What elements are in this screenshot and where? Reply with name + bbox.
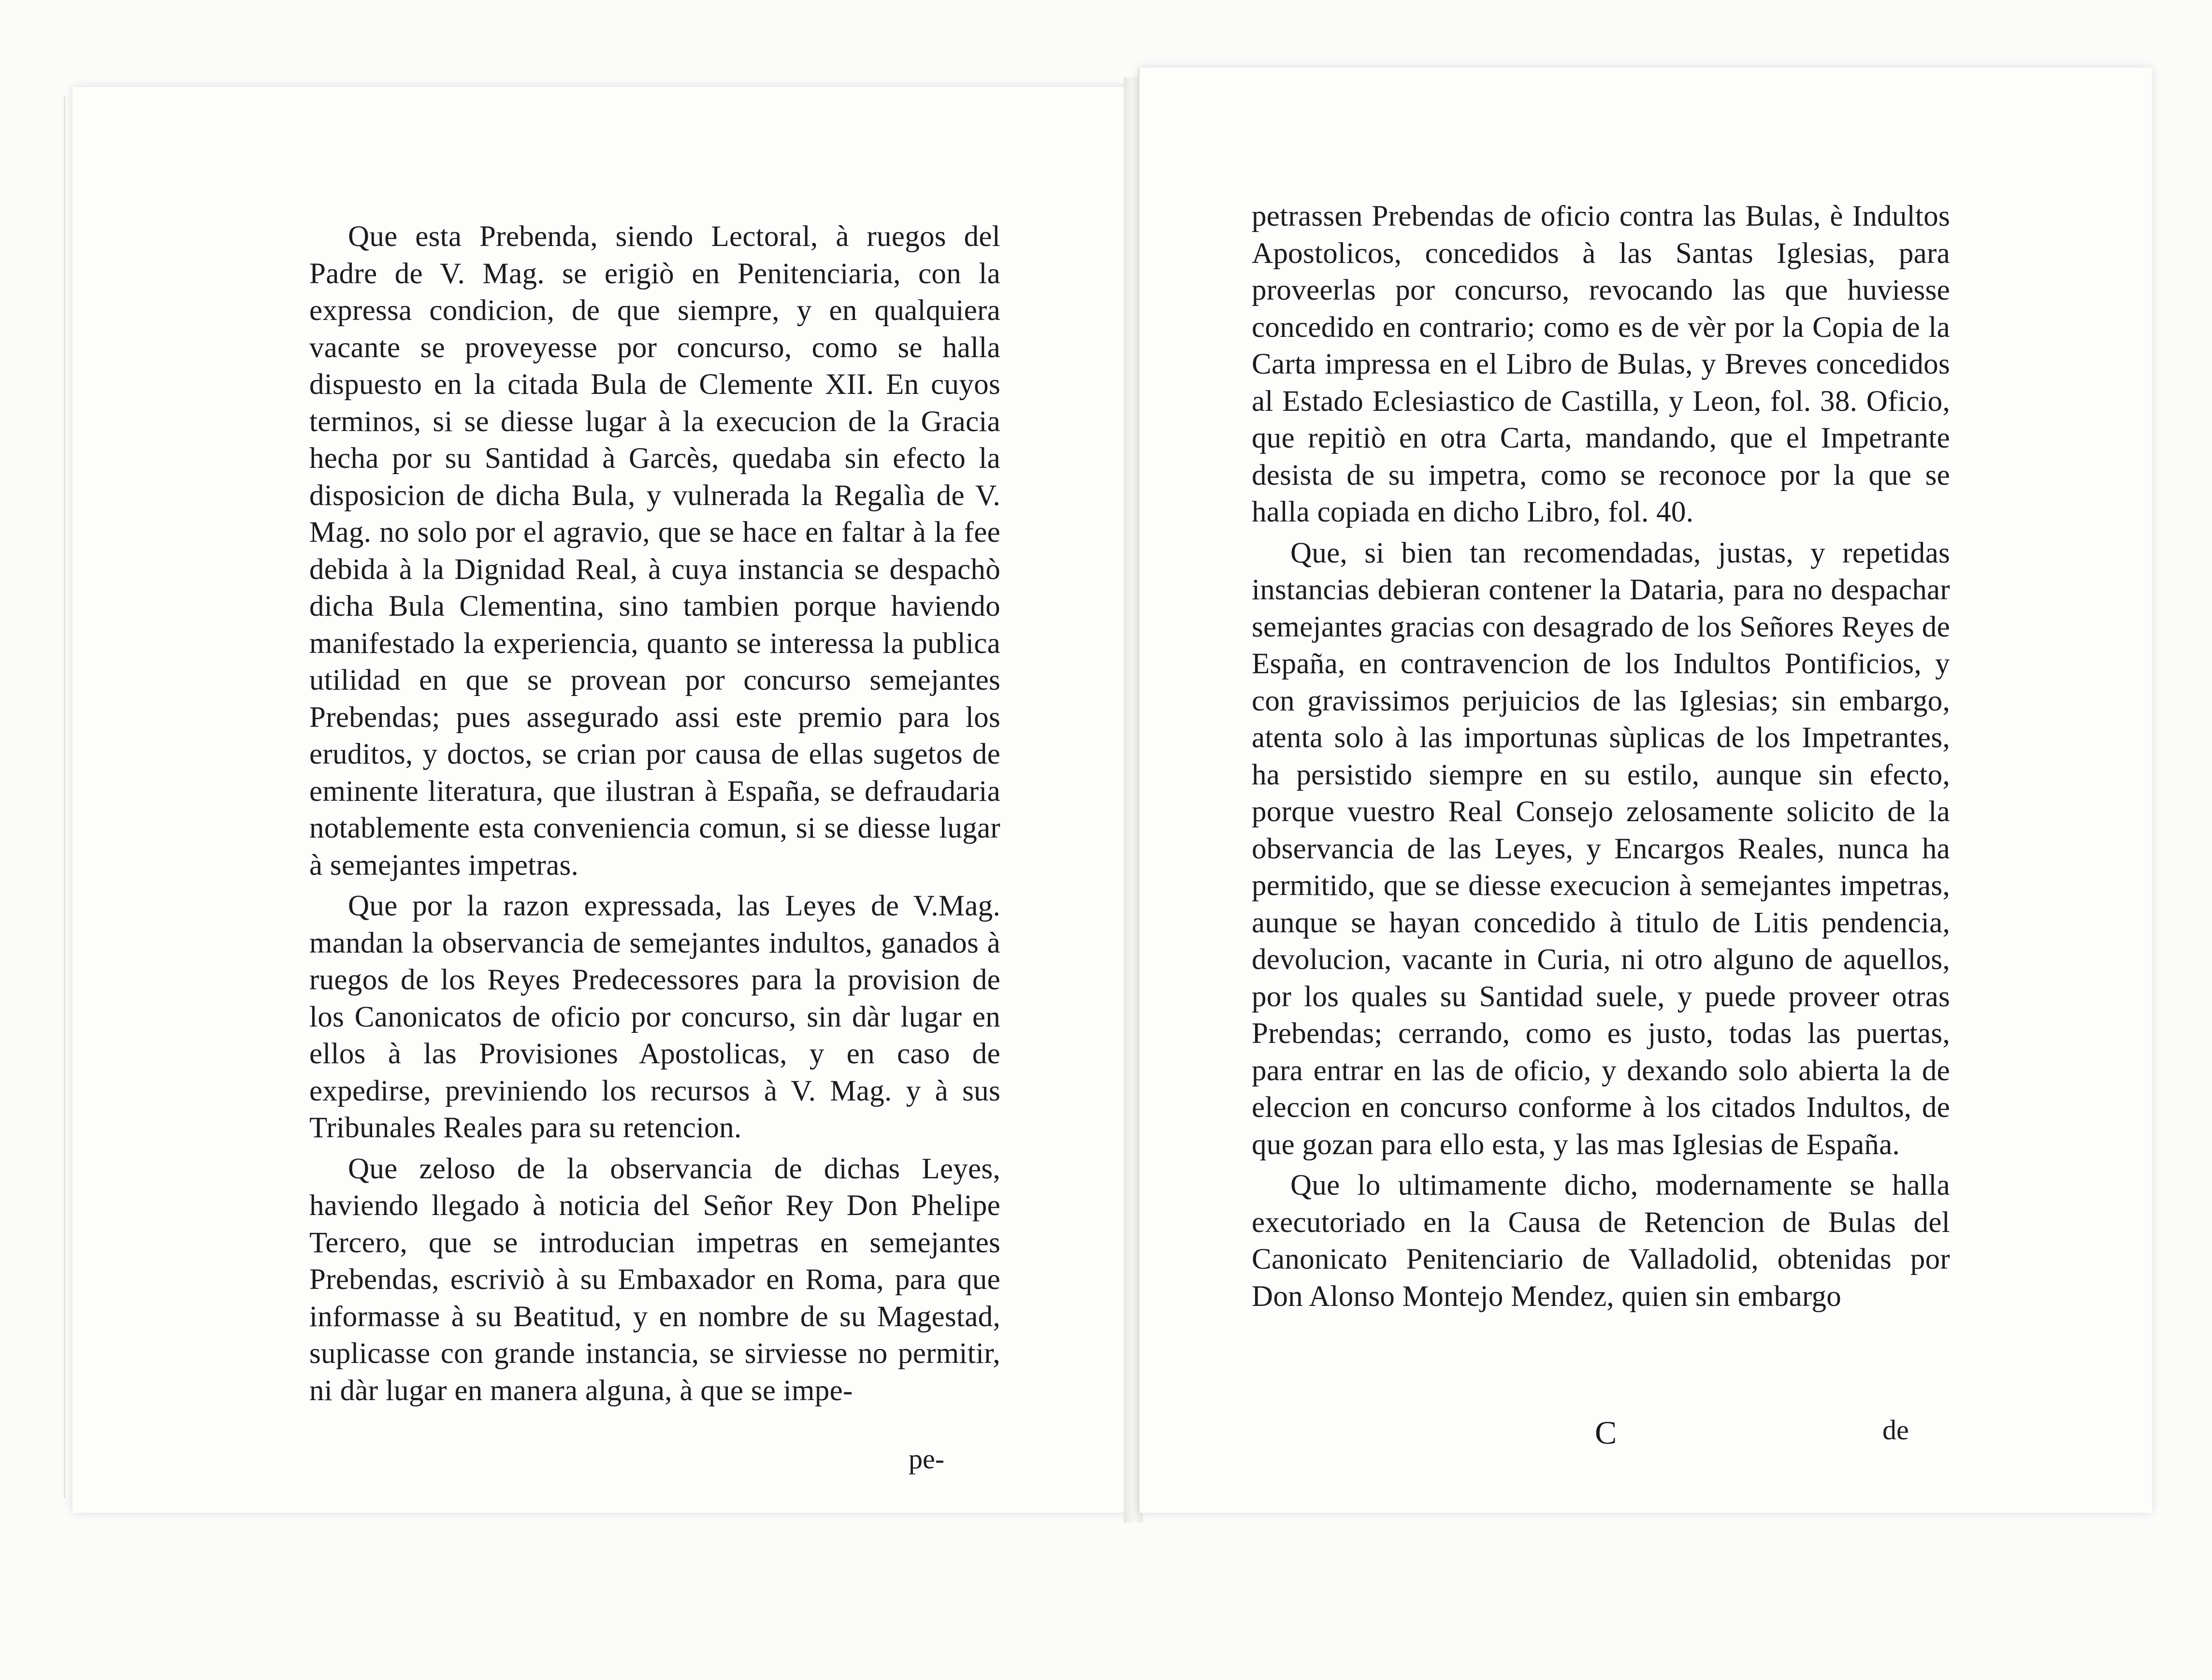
- right-paragraph-1: petrassen Prebendas de oficio contra las Bulas, è Indultos Apostolicos, concedidos à las Santas Iglesias, para proveerlas por concurso, revocando las que huviesse concedido en contrario; como es de vèr por la Copia de la Carta impressa en el Libro de Bulas, y Breves concedidos al Estado Eclesiastico de Castilla, y Leon, fol. 38. Oficio, que repitiò en otra Carta, mandando, que el Impetrante desista de su impetra, como se reconoce por la que se halla copiada en dicho Libro, fol. 40.: [1252, 200, 1950, 528]
- left-paragraph-1: Que esta Prebenda, siendo Lectoral, à ruegos del Padre de V. Mag. se erigiò en Penitenciaria, con la expressa condicion, de que siempre, y en qualquiera vacante se proveyesse por concurso, como se halla dispuesto en la citada Bula de Clemente XII. En cuyos terminos, si se diesse lugar à la execucion de la Gracia hecha por su Santidad à Garcès, quedaba sin efecto la disposicion de dicha Bula, y vulnerada la Regalìa de V. Mag. no solo por el agravio, que se hace en faltar à la fee debida à la Dignidad Real, à cuya instancia se despachò dicha Bula Clementina, sino tambien porque haviendo manifestado la experiencia, quanto se interessa la publica utilidad en que se provean por concurso semejantes Prebendas; pues assegurado assi este premio para los eruditos, y doctos, se crian por causa de ellas sugetos de eminente literatura, que ilustran à España, se defraudaria notablemente esta conveniencia comun, si se diesse lugar à semejantes impetras.: [309, 220, 1000, 882]
- right-paragraph-2: Que, si bien tan recomendadas, justas, y repetidas instancias debieran contener la Dataria, para no despachar semejantes gracias con desagrado de los Señores Reyes de España, en contravencion de los Indultos Pontificios, y con gravissimos perjuicios de las Iglesias; sin embargo, atenta solo à las importunas sùplicas de los Impetrantes, ha persistido siempre en su estilo, aunque sin efecto, porque vuestro Real Consejo zelosamente solicito de la observancia de las Leyes, y Encargos Reales, nunca ha permitido, que se diesse execucion à semejantes impetras, aunque se hayan concedido à titulo de Litis pendencia, devolucion, vacante in Curia, ni otro alguno de aquellos, por los quales su Santidad suele, y puede proveer otras Prebendas; cerrando, como es justo, todas las puertas, para entrar en las de oficio, y dexando solo abierta la de eleccion en concurso conforme à los citados Indultos, de que gozan para ello esta, y las mas Iglesias de España.: [1252, 536, 1950, 1161]
- left-catchword: pe-: [909, 1443, 945, 1475]
- right-catchword: de: [1882, 1414, 1909, 1446]
- signature-mark: C: [1595, 1414, 1617, 1451]
- left-paragraph-3: Que zeloso de la observancia de dichas Leyes, haviendo llegado à noticia del Señor Rey Don Phelipe Tercero, que se introducian impetras en semejantes Prebendas, escriviò à su Embaxador en Roma, para que informasse à su Beatitud, y en nombre de su Magestad, suplicasse con grande instancia, se sirviesse no permitir, ni dàr lugar en manera alguna, à que se impe-: [309, 1152, 1000, 1407]
- left-paragraph-2: Que por la razon expressada, las Leyes de V.Mag. mandan la observancia de semejantes indultos, ganados à ruegos de los Reyes Predecessores para la provision de los Canonicatos de oficio por concurso, sin dàr lugar en ellos à las Provisiones Apostolicas, y en caso de expedirse, previniendo los recursos à V. Mag. y à sus Tribunales Reales para su retencion.: [309, 890, 1000, 1144]
- right-page-text: [1252, 198, 1950, 1315]
- right-paragraph-3: Que lo ultimamente dicho, modernamente se halla executoriado en la Causa de Retencion de Bulas del Canonicato Penitenciario de Valladolid, obtenidas por Don Alonso Montejo Mendez, quien sin embargo: [1252, 1169, 1950, 1313]
- left-page-text: [309, 218, 1000, 1409]
